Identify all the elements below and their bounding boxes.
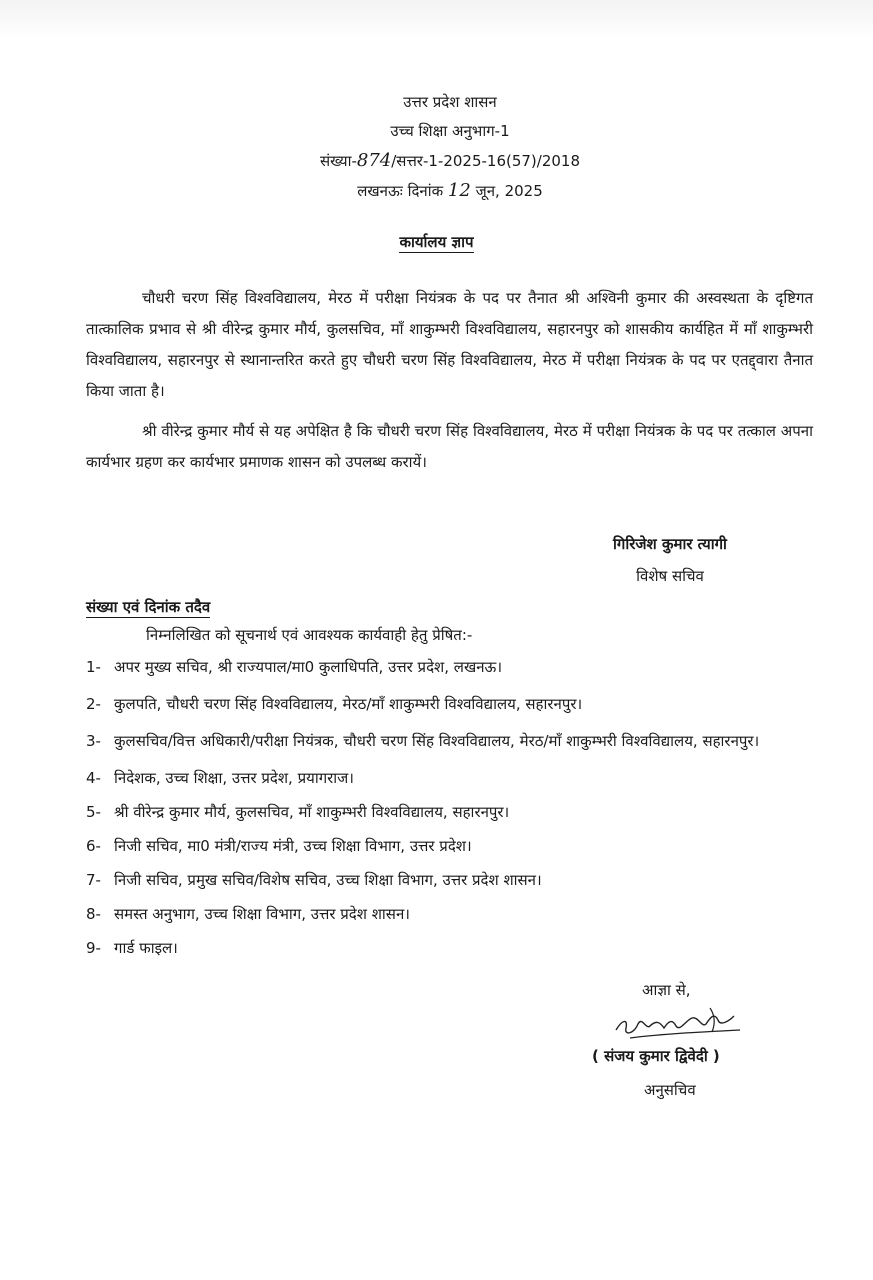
- list-item: 4- निदेशक, उच्च शिक्षा, उत्तर प्रदेश, प्रयागराज।: [86, 769, 354, 787]
- document-date: लखनऊः दिनांक 12 जून, 2025: [357, 180, 543, 201]
- list-item: 1- अपर मुख्य सचिव, श्री राज्यपाल/मा0 कुलाधिपति, उत्तर प्रदेश, लखनऊ।: [86, 658, 503, 676]
- list-item: 2- कुलपति, चौधरी चरण सिंह विश्वविद्यालय, मेरठ/माँ शाकुम्भरी विश्वविद्यालय, सहारनपुर।: [86, 695, 583, 713]
- section-name: उच्च शिक्षा अनुभाग-1: [390, 122, 510, 140]
- signatory-block-1: [560, 528, 780, 592]
- signatory-name: गिरिजेश कुमार त्यागी: [613, 535, 727, 553]
- government-name: उत्तर प्रदेश शासन: [403, 93, 497, 111]
- distribution-intro: निम्नलिखित को सूचनार्थ एवं आवश्यक कार्यवाही हेतु प्रेषित:-: [146, 626, 473, 644]
- signatory-name-2: ( संजय कुमार द्विवेदी ): [592, 1047, 720, 1065]
- list-item: 6- निजी सचिव, मा0 मंत्री/राज्य मंत्री, उच्च शिक्षा विभाग, उत्तर प्रदेश।: [86, 837, 472, 855]
- list-item: 5- श्री वीरेन्द्र कुमार मौर्य, कुलसचिव, माँ शाकुम्भरी विश्वविद्यालय, सहारनपुर।: [86, 803, 510, 821]
- reference-heading: संख्या एवं दिनांक तदैव: [86, 598, 211, 616]
- list-item: 7- निजी सचिव, प्रमुख सचिव/विशेष सचिव, उच्च शिक्षा विभाग, उत्तर प्रदेश शासन।: [86, 871, 542, 889]
- by-order-text: आज्ञा से,: [642, 981, 691, 999]
- list-item: 9- गार्ड फाइल।: [86, 939, 178, 957]
- paragraph-1: चौधरी चरण सिंह विश्वविद्यालय, मेरठ में परीक्षा नियंत्रक के पद पर तैनात श्री अश्विनी कुमार की अस्वस्थता के दृष्टिगत तात्कालिक प्रभाव से श्री वीरेन्द्र कुमार मौर्य, कुलसचिव, माँ शाकुम्भरी विश्वविद्यालय, सहारनपुर को शासकीय कार्यहित में माँ शाकुम्भरी विश्वविद्यालय, सहारनपुर से स्थानान्तरित करते हुए चौधरी चरण सिंह विश्वविद्यालय, मेरठ में परीक्षा नियंत्रक के पद पर एतद्द्वारा तैनात किया जाता है।: [86, 289, 813, 400]
- document-header: [250, 88, 650, 206]
- distribution-list: [86, 652, 816, 964]
- paragraph-2: श्री वीरेन्द्र कुमार मौर्य से यह अपेक्षित है कि चौधरी चरण सिंह विश्वविद्यालय, मेरठ में परीक्षा नियंत्रक के पद पर तत्काल अपना कार्यभार ग्रहण कर कार्यभार प्रमाणक शासन को उपलब्ध करायें।: [86, 422, 813, 471]
- scan-shadow: [0, 0, 873, 40]
- handwritten-date: 12: [447, 180, 471, 201]
- handwritten-signature: [610, 1000, 750, 1046]
- signatory-designation-2: अनुसचिव: [644, 1081, 696, 1099]
- list-item: 3- कुलसचिव/वित्त अधिकारी/परीक्षा नियंत्रक, चौधरी चरण सिंह विश्वविद्यालय, मेरठ/माँ शाकुम्भरी विश्वविद्यालय, सहारनपुर।: [86, 732, 760, 750]
- signatory-designation: विशेष सचिव: [636, 567, 704, 585]
- list-item: 8- समस्त अनुभाग, उच्च शिक्षा विभाग, उत्तर प्रदेश शासन।: [86, 905, 410, 923]
- reference-number: संख्या-874/सत्तर-1-2025-16(57)/2018: [319, 150, 581, 171]
- handwritten-number: 874: [356, 150, 392, 171]
- memo-title: कार्यालय ज्ञाप: [399, 233, 474, 251]
